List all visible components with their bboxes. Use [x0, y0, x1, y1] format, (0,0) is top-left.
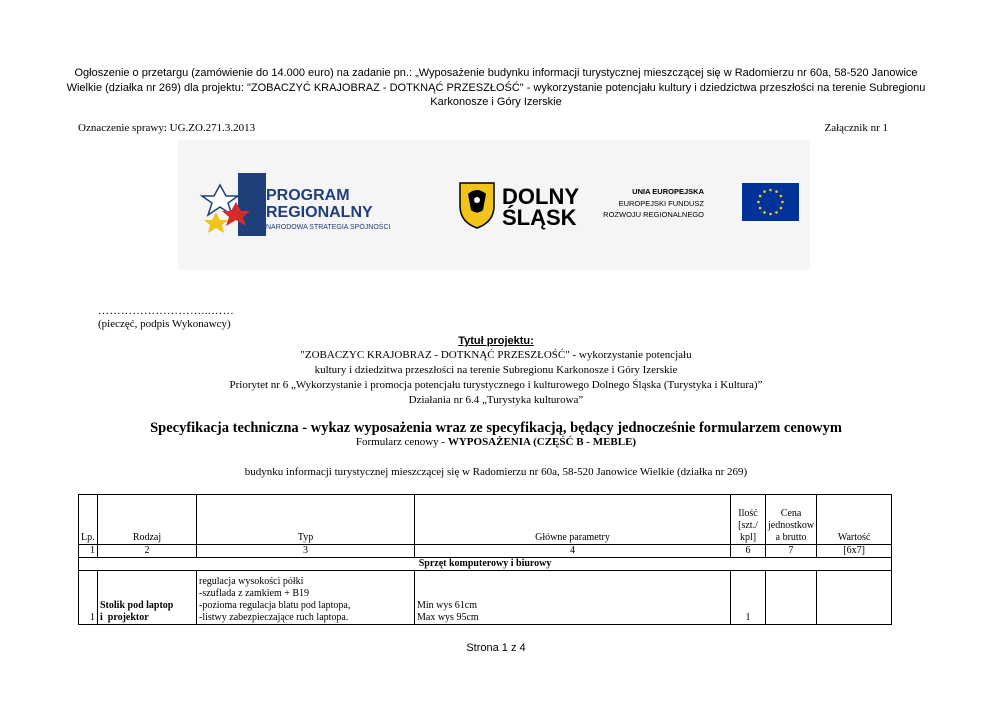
eu-star-icon — [769, 213, 772, 216]
eu-star-icon — [780, 207, 783, 210]
typ-line: -pozioma regulacja blatu pod laptopa, — [199, 600, 351, 611]
typ-line: -listwy zabezpieczające ruch laptopa. — [199, 612, 349, 623]
row-rodzaj — [98, 571, 197, 625]
eu-star-icon — [775, 211, 778, 214]
section-row — [79, 558, 892, 571]
ilosc-header-line: Ilość — [738, 508, 758, 519]
num-cell: 7 — [766, 545, 817, 558]
program-regionalny-emblem — [202, 173, 266, 236]
typ-line: -szuflada z zamkiem + B19 — [199, 588, 310, 599]
cena-header-line: a brutto — [775, 532, 807, 543]
col-lp-header: Lp. — [79, 495, 98, 545]
col-typ-header: Typ — [197, 495, 415, 545]
ilosc-header-line: [szt./ — [738, 520, 758, 531]
section-label: Sprzęt komputerowy i biurowy — [79, 558, 892, 571]
form-prefix: Formularz cenowy - — [355, 436, 448, 448]
row-typ — [197, 571, 415, 625]
logo-banner — [178, 140, 810, 270]
table-row — [79, 571, 892, 625]
dolny-line-1: DOLNY — [502, 184, 579, 209]
col-rodzaj-header: Rodzaj — [98, 495, 197, 545]
cena-header-line: Cena — [780, 508, 802, 519]
dolny-line-2: ŚLĄSK — [502, 205, 577, 230]
project-line: "ZOBACZYC KRAJOBRAZ - DOTKNĄĆ PRZESZŁOŚĆ" - wykorzystanie potencjału — [300, 349, 692, 361]
num-cell: [6x7] — [817, 545, 892, 558]
eu-line-1: UNIA EUROPEJSKA — [632, 187, 704, 196]
logos-graphic — [178, 140, 810, 270]
program-subtitle: NARODOWA STRATEGIA SPÓJNOŚCI — [266, 224, 391, 231]
spec-title: Specyfikacja techniczna - wykaz wyposażenia wraz ze specyfikacją, będący jednocześnie formularzem cenowym — [150, 420, 842, 436]
attachment-label: Załącznik nr 1 — [824, 122, 888, 134]
signature-dots: ………………………...…… — [98, 305, 235, 317]
num-cell: 1 — [79, 545, 98, 558]
eu-line-3: ROZWOJU REGIONALNEGO — [603, 210, 704, 219]
program-line-1: PROGRAM — [266, 187, 350, 204]
row-parametry — [415, 571, 731, 625]
project-line: Priorytet nr 6 „Wykorzystanie i promocja potencjału turystycznego i kulturowego Dolnego Śląska (Turystyka i Kultura)” — [229, 379, 763, 391]
project-line: Działania nr 6.4 „Turystyka kulturowa” — [408, 394, 584, 406]
case-reference: Oznaczenie sprawy: UG.ZO.271.3.2013 — [78, 122, 256, 134]
dolny-slask-crest — [460, 183, 494, 228]
row-wartosc — [817, 571, 892, 625]
row-lp: 1 — [79, 571, 98, 625]
rodzaj-line: i projektor — [100, 612, 149, 623]
eu-star-icon — [775, 190, 778, 193]
eu-star-icon — [757, 201, 760, 204]
num-cell: 4 — [415, 545, 731, 558]
program-line-2: REGIONALNY — [266, 204, 373, 221]
cena-header-line: jednostkow — [768, 520, 815, 531]
form-category: WYPOSAŻENIA (CZĘŚĆ B - MEBLE) — [447, 436, 637, 448]
tender-notice: Ogłoszenie o przetargu (zamówienie do 14.000 euro) na zadanie pn.: „Wyposażenie budynku informacji turystycznej mieszczącej się w Radomierzu nr 60a, 58-520 Janowice Wielkie (działka nr 269) dla projektu: "ZOBACZYĆ KRAJOBRAZ - DOTKNĄĆ PRZESZŁOŚĆ" - wykorzystanie potencjału kultury i dziedzictwa przeszłości na terenie Subregionu Karkonosze i Góry Izerskie — [66, 67, 926, 108]
eu-star-icon — [780, 195, 783, 198]
project-heading: Tytuł projektu: — [458, 335, 534, 347]
eu-star-icon — [769, 189, 772, 192]
eu-star-icon — [763, 190, 766, 193]
parametry-line: Max wys 95cm — [417, 612, 479, 623]
eu-star-icon — [759, 207, 762, 210]
numbering-row — [79, 545, 892, 558]
page-footer: Strona 1 z 4 — [466, 642, 526, 654]
eu-line-2: EUROPEJSKI FUNDUSZ — [618, 199, 704, 208]
ilosc-header-line: kpl] — [739, 532, 757, 543]
row-ilosc: 1 — [731, 571, 766, 625]
rodzaj-line: Stolik pod laptop — [100, 600, 174, 611]
form-line — [0, 436, 992, 448]
row-cena — [766, 571, 817, 625]
project-line: kultury i dziedzitwa przeszłości na terenie Subregionu Karkonosze i Góry Izerskie — [314, 364, 678, 376]
col-parametry-header: Główne parametry — [415, 495, 731, 545]
col-wartosc-header: Wartość — [817, 495, 892, 545]
building-description: budynku informacji turystycznej mieszczącej się w Radomierzu nr 60a, 58-520 Janowice Wielkie (działka nr 269) — [244, 466, 748, 478]
num-cell: 2 — [98, 545, 197, 558]
num-cell: 3 — [197, 545, 415, 558]
typ-line: regulacja wysokości półki — [199, 576, 304, 587]
eu-flag — [742, 183, 799, 221]
parametry-line: Min wys 61cm — [417, 600, 477, 611]
num-cell: 6 — [731, 545, 766, 558]
header-row — [79, 495, 892, 545]
spec-table — [78, 494, 892, 625]
signature-label: (pieczęć, podpis Wykonawcy) — [98, 318, 231, 330]
col-ilosc-header — [731, 495, 766, 545]
eu-star-icon — [781, 201, 784, 204]
eu-star-icon — [759, 195, 762, 198]
eu-star-icon — [763, 211, 766, 214]
col-cena-header — [766, 495, 817, 545]
